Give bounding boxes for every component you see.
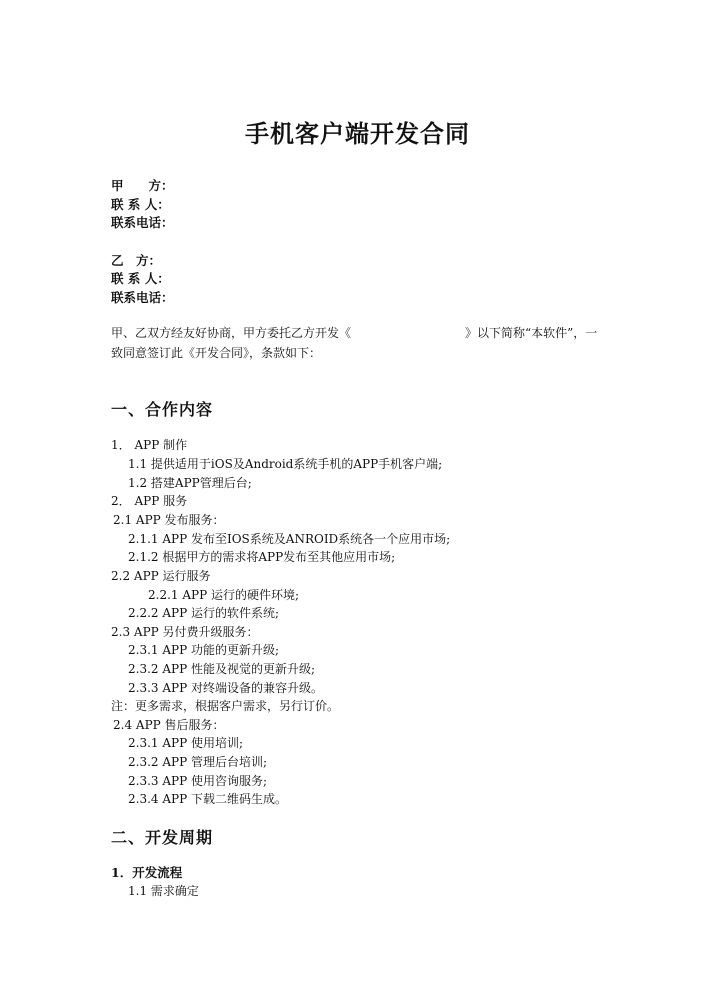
list-item: 2.3.2 APP 性能及视觉的更新升级;	[128, 662, 316, 676]
list-item: 2.3.1 APP 功能的更新升级;	[128, 643, 280, 657]
party-a-contact-label: 联 系 人：	[111, 197, 170, 212]
list-item: 2.3.3 APP 对终端设备的兼容升级。	[128, 681, 323, 695]
list-item: 2． APP 服务	[111, 494, 188, 508]
list-item: 2.3.3 APP 使用咨询服务;	[128, 774, 268, 788]
section2-subheading: 1．开发流程	[111, 865, 183, 880]
intro-line1-right: 》以下简称“本软件”，一	[465, 326, 598, 340]
list-item: 2.3 APP 另付费升级服务：	[111, 625, 259, 639]
list-item: 2.1.2 根据甲方的需求将APP发布至其他应用市场;	[128, 550, 396, 564]
party-a-phone-label: 联系电话：	[111, 215, 174, 230]
list-item: 2.4 APP 售后服务：	[113, 718, 225, 732]
list-item: 2.3.2 APP 管理后台培训;	[128, 755, 268, 769]
list-item: 2.2.1 APP 运行的硬件环境;	[148, 588, 300, 602]
page-title: 手机客户端开发合同	[245, 119, 470, 148]
list-item: 1.1 提供适用于iOS及Android系统手机的APP手机客户端;	[128, 457, 443, 471]
list-item: 2.2 APP 运行服务	[111, 569, 211, 583]
intro-line2: 致同意签订此《开发合同》，条款如下：	[111, 346, 322, 360]
section2-heading: 二、开发周期	[111, 828, 214, 847]
list-item: 2.1 APP 发布服务：	[113, 513, 225, 527]
party-b-contact-label: 联 系 人：	[111, 271, 170, 286]
list-item: 2.1.1 APP 发布至IOS系统及ANROID系统各一个应用市场;	[128, 532, 451, 546]
party-b-label: 乙 方：	[111, 253, 162, 268]
list-item: 注：更多需求，根据客户需求，另行订价。	[111, 699, 340, 713]
intro-line1-left: 甲、乙双方经友好协商，甲方委托乙方开发《	[111, 326, 352, 340]
list-item: 2.3.4 APP 下载二维码生成。	[128, 792, 287, 806]
list-item: 2.2.2 APP 运行的软件系统;	[128, 606, 280, 620]
list-item: 1.1 需求确定	[128, 884, 199, 898]
list-item: 1． APP 制作	[111, 438, 188, 452]
party-a-label: 甲 方：	[111, 178, 174, 193]
list-item: 1.2 搭建APP管理后台;	[128, 476, 252, 490]
party-b-phone-label: 联系电话：	[111, 290, 174, 305]
list-item: 2.3.1 APP 使用培训;	[128, 736, 244, 750]
section1-heading: 一、合作内容	[111, 400, 214, 419]
